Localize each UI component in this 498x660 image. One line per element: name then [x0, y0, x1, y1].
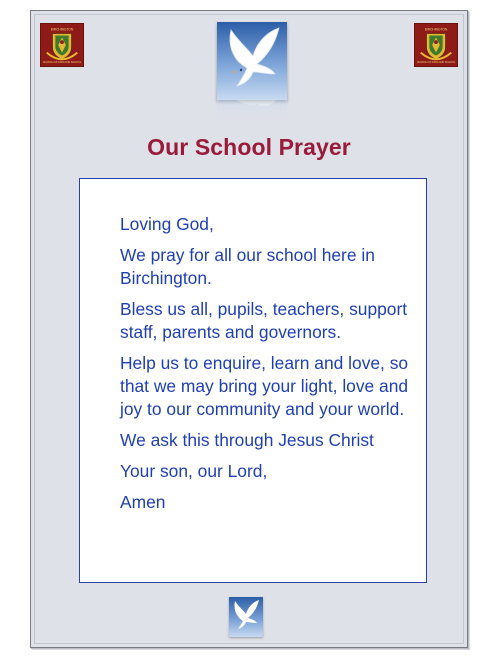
dove-icon — [217, 22, 287, 100]
page-title: Our School Prayer — [147, 134, 351, 160]
crest-icon — [415, 24, 457, 66]
prayer-line: We pray for all our school here in Birchington. — [120, 245, 375, 288]
crest-bottom-text: CHURCH OF ENGLAND SCHOOL — [42, 61, 82, 65]
school-crest-left — [40, 23, 84, 67]
prayer-line: Loving God, — [120, 214, 214, 234]
prayer-text — [120, 213, 420, 522]
crest-bottom-text: CHURCH OF ENGLAND SCHOOL — [416, 61, 456, 65]
prayer-page — [30, 10, 468, 648]
dove-image-small — [229, 597, 263, 637]
prayer-line: Help us to enquire, learn and love, so that we may bring your light, love and joy to our community and your world. — [120, 353, 409, 419]
crest-icon — [41, 24, 83, 66]
prayer-line: Amen — [120, 492, 166, 512]
dove-image — [217, 22, 287, 100]
prayer-line: We ask this through Jesus Christ — [120, 430, 374, 450]
crest-top-text: BIRCHINGTON — [50, 27, 74, 32]
dove-icon — [229, 597, 263, 637]
dove-reflection — [217, 100, 287, 128]
prayer-box — [79, 178, 427, 583]
crest-top-text: BIRCHINGTON — [424, 27, 448, 32]
school-crest-right — [414, 23, 458, 67]
prayer-line: Your son, our Lord, — [120, 461, 268, 481]
prayer-line: Bless us all, pupils, teachers, support staff, parents and governors. — [120, 299, 408, 342]
